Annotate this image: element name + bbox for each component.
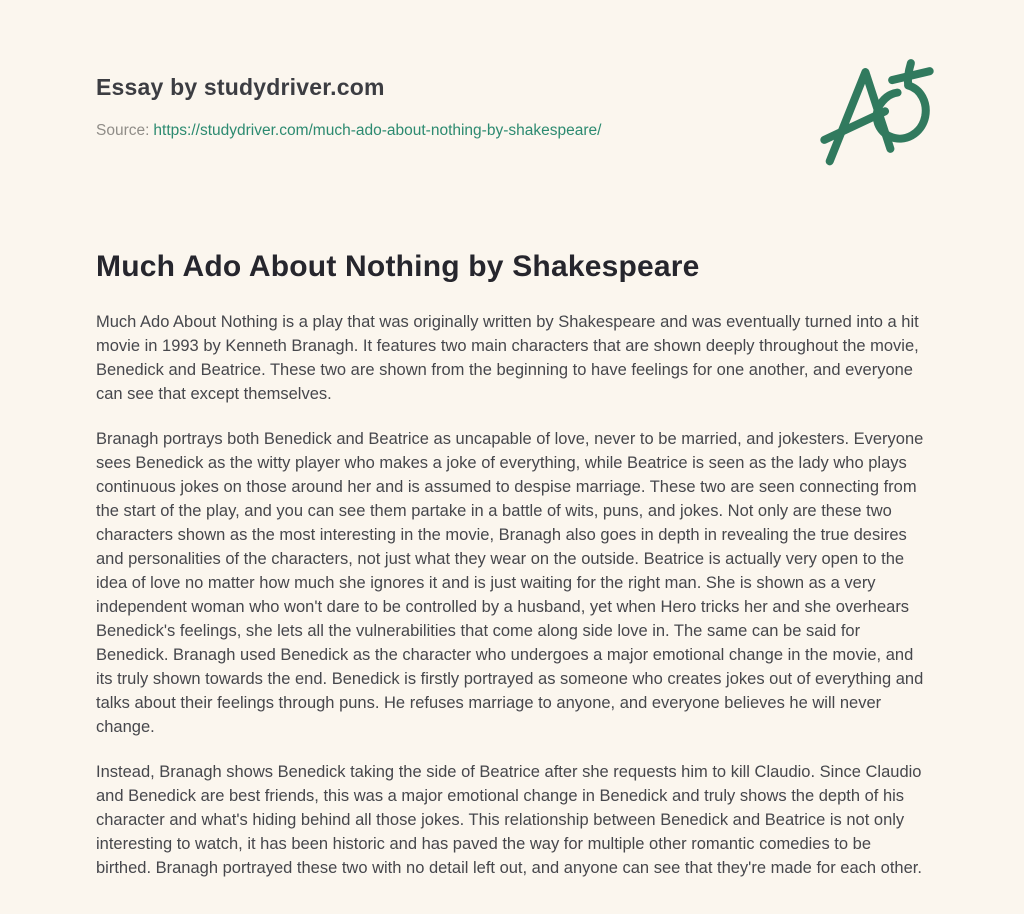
essay-article	[96, 250, 930, 901]
essay-by-heading: Essay by studydriver.com	[96, 74, 385, 100]
source-line	[96, 122, 601, 140]
studydriver-logo	[818, 56, 936, 172]
essay-paragraph-1: Much Ado About Nothing is a play that was originally written by Shakespeare and was eventually turned into a hit movie in 1993 by Kenneth Branagh. It features two main characters that are shown deeply throughout the movie, Benedick and Beatrice. These two are shown from the beginning to have feelings for one another, and everyone can see that except themselves.	[96, 313, 919, 403]
essay-paragraph-2: Branagh portrays both Benedick and Beatrice as uncapable of love, never to be married, and jokesters. Everyone sees Benedick as the witty player who makes a joke of everything, while Beatrice is seen as the lady who plays continuous jokes on those around her and is assumed to despise marriage. These two are seen connecting from the start of the play, and you can see them partake in a battle of wits, puns, and jokes. Not only are these two characters shown as the most interesting in the movie, Branagh also goes in depth in revealing the true desires and personalities of the characters, not just what they wear on the outside. Beatrice is actually very open to the idea of love no matter how much she ignores it and is just waiting for the right man. She is shown as a very independent woman who won't dare to be controlled by a husband, yet when Hero tricks her and she overhears Benedick's feelings, she lets all the vulnerabilities that come along side love in. The same can be said for Benedick. Branagh used Benedick as the character who undergoes a major emotional change in the movie, and its truly shown towards the end. Benedick is firstly portrayed as someone who creates jokes out of everything and talks about their feelings through puns. He refuses marriage to anyone, and everyone believes he will never change.	[96, 430, 924, 736]
a-plus-logo-icon	[818, 56, 936, 172]
essay-paragraph-3: Instead, Branagh shows Benedick taking the side of Beatrice after she requests him to kill Claudio. Since Claudio and Benedick are best friends, this was a major emotional change in Benedick and truly shows the depth of his character and what's hiding behind all those jokes. This relationship between Benedick and Beatrice is not only interesting to watch, it has been historic and has paved the way for multiple other romantic comedies to be birthed. Branagh portrayed these two with no detail left out, and anyone can see that they're made for each other.	[96, 763, 922, 877]
document-header	[96, 74, 601, 140]
source-link[interactable]: https://studydriver.com/much-ado-about-nothing-by-shakespeare/	[153, 122, 602, 139]
essay-title: Much Ado About Nothing by Shakespeare	[96, 250, 700, 283]
source-label: Source:	[96, 122, 150, 139]
